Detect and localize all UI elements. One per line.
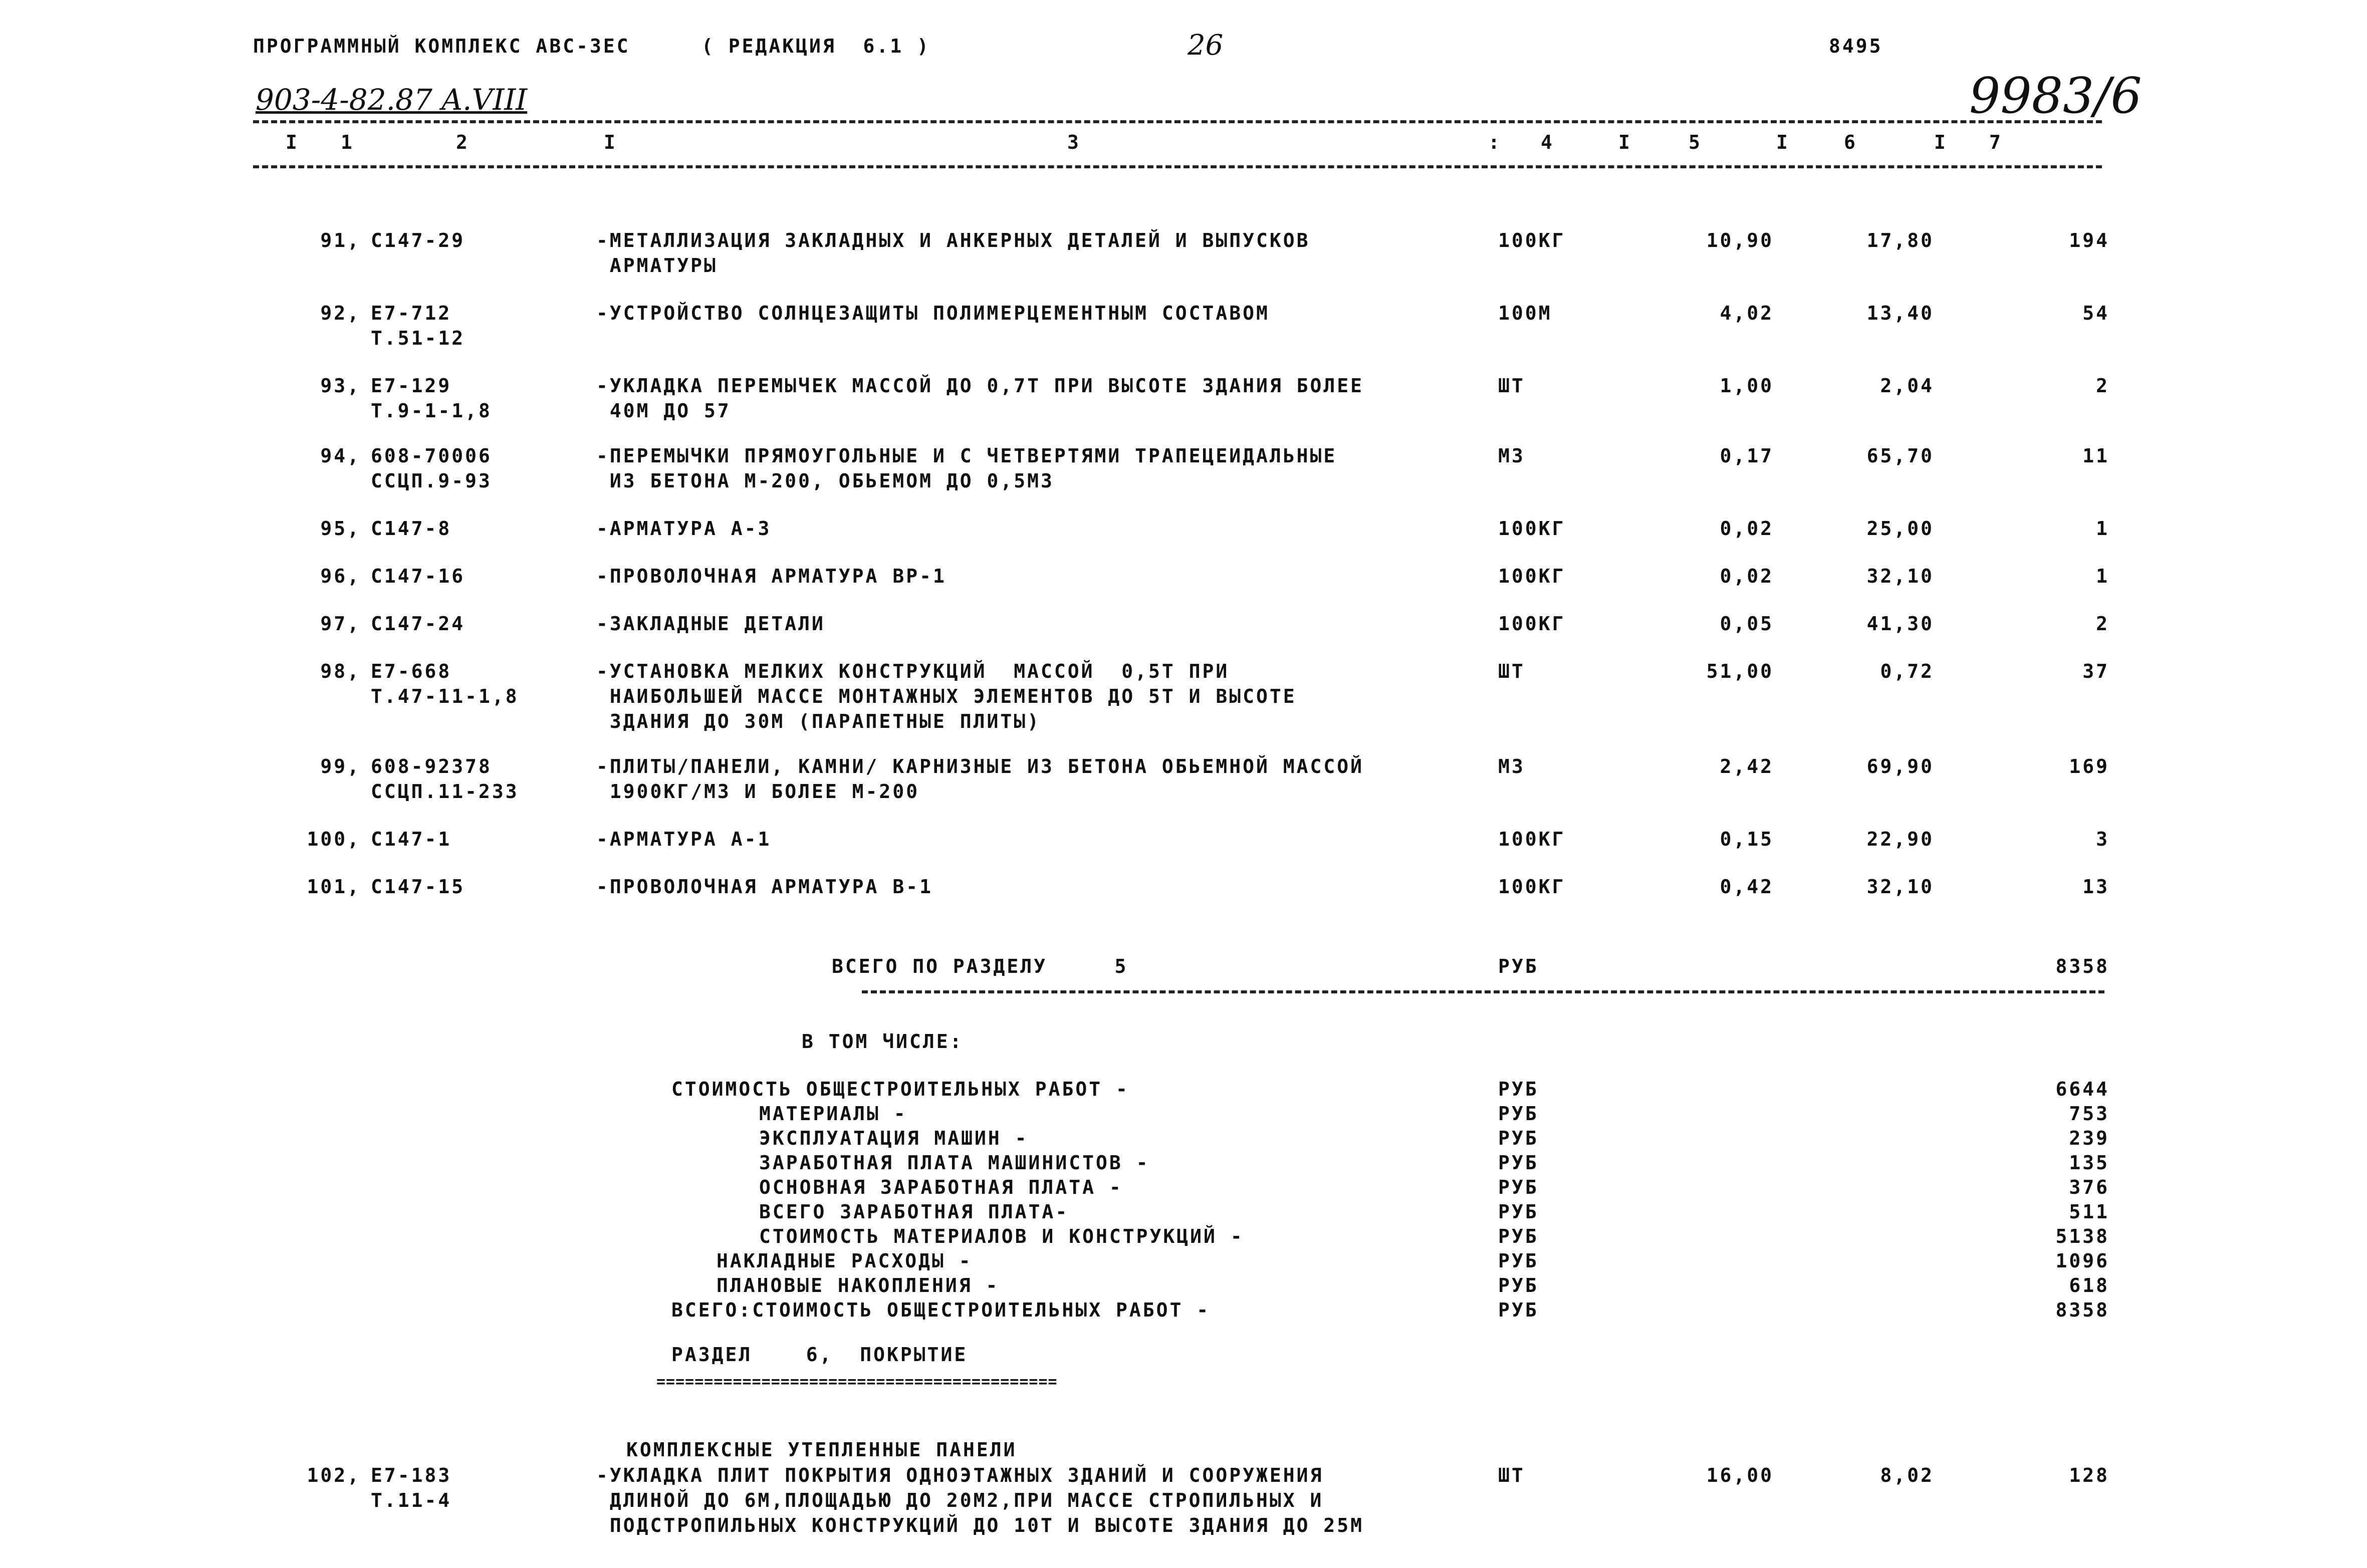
row-unit-price: 32,10 bbox=[1866, 876, 1934, 898]
row-unit: 100КГ bbox=[1498, 876, 1566, 898]
edition-label: ( РЕДАКЦИЯ 6.1 ) bbox=[701, 35, 930, 57]
breakdown-value: 376 bbox=[2069, 1176, 2109, 1198]
row-total: 169 bbox=[2069, 755, 2109, 777]
row-quantity: 0,05 bbox=[1720, 613, 1774, 635]
breakdown-value: 5138 bbox=[2055, 1225, 2109, 1247]
row-unit: ШТ bbox=[1498, 660, 1525, 682]
col-header-6: 6 bbox=[1844, 131, 1855, 153]
col-sep: I bbox=[286, 131, 297, 153]
row-description: -ПРОВОЛОЧНАЯ АРМАТУРА В-1 bbox=[596, 876, 933, 898]
row-number: 93, bbox=[320, 375, 361, 397]
row-number: 96, bbox=[320, 565, 361, 587]
col-header-3: 3 bbox=[1067, 131, 1079, 153]
row-quantity: 0,02 bbox=[1720, 517, 1774, 540]
breakdown-value: 6644 bbox=[2055, 1078, 2109, 1100]
breakdown-label: ПЛАНОВЫЕ НАКОПЛЕНИЯ - bbox=[717, 1274, 1000, 1296]
row-code: С147-29 bbox=[371, 229, 465, 251]
row-quantity: 51,00 bbox=[1706, 660, 1774, 682]
col-sep: I bbox=[1618, 131, 1630, 153]
row-unit-price: 69,90 bbox=[1866, 755, 1934, 777]
row-total: 3 bbox=[2096, 828, 2109, 850]
row-quantity: 16,00 bbox=[1706, 1464, 1774, 1486]
row-description: -ПЛИТЫ/ПАНЕЛИ, КАМНИ/ КАРНИЗНЫЕ ИЗ БЕТОНА ОБЬЕМНОЙ МАССОЙ 1900КГ/М3 И БОЛЕЕ М-200 bbox=[596, 755, 1364, 803]
breakdown-unit: РУБ bbox=[1498, 1176, 1539, 1198]
section-total-value: 8358 bbox=[2055, 955, 2109, 977]
row-description: -УКЛАДКА ПЕРЕМЫЧЕК МАССОЙ ДО 0,7Т ПРИ ВЫСОТЕ ЗДАНИЯ БОЛЕЕ 40М ДО 57 bbox=[596, 375, 1364, 422]
col-sep: I bbox=[604, 131, 615, 153]
row-code: С147-16 bbox=[371, 565, 465, 587]
row-description: -АРМАТУРА А-1 bbox=[596, 828, 772, 850]
row-unit-price: 41,30 bbox=[1866, 613, 1934, 635]
col-sep: : bbox=[1488, 131, 1500, 153]
row-code: 608-92378 ССЦП.11-233 bbox=[371, 755, 519, 803]
row-number: 101, bbox=[307, 876, 361, 898]
col-sep: I bbox=[1934, 131, 1946, 153]
subheading: КОМПЛЕКСНЫЕ УТЕПЛЕННЫЕ ПАНЕЛИ bbox=[626, 1439, 1017, 1461]
breakdown-label: ВСЕГО ЗАРАБОТНАЯ ПЛАТА- bbox=[759, 1201, 1069, 1223]
row-unit-price: 13,40 bbox=[1866, 302, 1934, 324]
breakdown-label: НАКЛАДНЫЕ РАСХОДЫ - bbox=[717, 1250, 973, 1272]
row-code: С147-24 bbox=[371, 613, 465, 635]
col-header-7: 7 bbox=[1989, 131, 2001, 153]
row-number: 95, bbox=[320, 517, 361, 540]
section6-heading: РАЗДЕЛ 6, ПОКРЫТИЕ bbox=[671, 1344, 968, 1366]
row-description: -ПРОВОЛОЧНАЯ АРМАТУРА ВР-1 bbox=[596, 565, 946, 587]
row-quantity: 10,90 bbox=[1706, 229, 1774, 251]
breakdown-label: ВСЕГО:СТОИМОСТЬ ОБЩЕСТРОИТЕЛЬНЫХ РАБОТ - bbox=[671, 1299, 1211, 1321]
breakdown-label: ЗАРАБОТНАЯ ПЛАТА МАШИНИСТОВ - bbox=[759, 1152, 1150, 1174]
row-unit: 100КГ bbox=[1498, 517, 1566, 540]
breakdown-label: ЭКСПЛУАТАЦИЯ МАШИН - bbox=[759, 1127, 1029, 1149]
col-header-4: 4 bbox=[1541, 131, 1552, 153]
breakdown-unit: РУБ bbox=[1498, 1078, 1539, 1100]
row-code: Е7-668 Т.47-11-1,8 bbox=[371, 660, 519, 707]
row-number: 98, bbox=[320, 660, 361, 682]
row-unit-price: 25,00 bbox=[1866, 517, 1934, 540]
handwritten-doc-code: 903-4-82.87 A.VIII bbox=[256, 83, 528, 117]
row-code: 608-70006 ССЦП.9-93 bbox=[371, 445, 492, 492]
breakdown-label: СТОИМОСТЬ ОБЩЕСТРОИТЕЛЬНЫХ РАБОТ - bbox=[671, 1078, 1129, 1100]
breakdown-value: 753 bbox=[2069, 1103, 2109, 1125]
breakdown-unit: РУБ bbox=[1498, 1127, 1539, 1149]
row-unit-price: 32,10 bbox=[1866, 565, 1934, 587]
row-number: 99, bbox=[320, 755, 361, 777]
col-header-2: 2 bbox=[456, 131, 467, 153]
row-total: 128 bbox=[2069, 1464, 2109, 1486]
breakdown-unit: РУБ bbox=[1498, 1225, 1539, 1247]
breakdown-unit: РУБ bbox=[1498, 1152, 1539, 1174]
row-code: Е7-183 Т.11-4 bbox=[371, 1464, 452, 1511]
row-code: Е7-129 Т.9-1-1,8 bbox=[371, 375, 492, 422]
row-quantity: 0,17 bbox=[1720, 445, 1774, 467]
including-label: В ТОМ ЧИСЛЕ: bbox=[802, 1030, 964, 1053]
row-unit: 100КГ bbox=[1498, 828, 1566, 850]
page-number: 26 bbox=[1188, 29, 1224, 62]
row-unit-price: 2,04 bbox=[1880, 375, 1934, 397]
row-unit: 100КГ bbox=[1498, 229, 1566, 251]
row-number: 97, bbox=[320, 613, 361, 635]
row-total: 194 bbox=[2069, 229, 2109, 251]
row-description: -МЕТАЛЛИЗАЦИЯ ЗАКЛАДНЫХ И АНКЕРНЫХ ДЕТАЛЕЙ И ВЫПУСКОВ АРМАТУРЫ bbox=[596, 229, 1310, 277]
row-unit: 100КГ bbox=[1498, 565, 1566, 587]
row-unit-price: 65,70 bbox=[1866, 445, 1934, 467]
row-unit: М3 bbox=[1498, 755, 1525, 777]
breakdown-value: 1096 bbox=[2055, 1250, 2109, 1272]
program-name: ПРОГРАММНЫЙ КОМПЛЕКС АВС-3ЕС bbox=[253, 35, 630, 57]
row-number: 91, bbox=[320, 229, 361, 251]
breakdown-value: 618 bbox=[2069, 1274, 2109, 1296]
row-quantity: 0,02 bbox=[1720, 565, 1774, 587]
row-code: С147-15 bbox=[371, 876, 465, 898]
row-unit-price: 22,90 bbox=[1866, 828, 1934, 850]
breakdown-unit: РУБ bbox=[1498, 1299, 1539, 1321]
row-total: 37 bbox=[2082, 660, 2109, 682]
row-description: -УКЛАДКА ПЛИТ ПОКРЫТИЯ ОДНОЭТАЖНЫХ ЗДАНИЙ И СООРУЖЕНИЯ ДЛИНОЙ ДО 6М,ПЛОЩАДЬЮ ДО 20М2,ПРИ МАССЕ СТРОПИЛЬНЫХ И ПОДСТРОПИЛЬНЫХ КОНСТРУКЦИЙ ДО 10Т И ВЫСОТЕ ЗДАНИЯ ДО 25М bbox=[596, 1464, 1364, 1536]
breakdown-value: 8358 bbox=[2055, 1299, 2109, 1321]
row-code: Е7-712 Т.51-12 bbox=[371, 302, 465, 349]
breakdown-label: СТОИМОСТЬ МАТЕРИАЛОВ И КОНСТРУКЦИЙ - bbox=[759, 1225, 1244, 1247]
row-total: 2 bbox=[2096, 375, 2109, 397]
row-quantity: 0,42 bbox=[1720, 876, 1774, 898]
column-header-row bbox=[0, 131, 2367, 156]
row-code: С147-1 bbox=[371, 828, 452, 850]
row-quantity: 1,00 bbox=[1720, 375, 1774, 397]
breakdown-unit: РУБ bbox=[1498, 1201, 1539, 1223]
row-unit: ШТ bbox=[1498, 1464, 1525, 1486]
row-unit-price: 0,72 bbox=[1880, 660, 1934, 682]
row-number: 94, bbox=[320, 445, 361, 467]
row-quantity: 4,02 bbox=[1720, 302, 1774, 324]
row-unit: М3 bbox=[1498, 445, 1525, 467]
breakdown-label: ОСНОВНАЯ ЗАРАБОТНАЯ ПЛАТА - bbox=[759, 1176, 1123, 1198]
row-description: -ЗАКЛАДНЫЕ ДЕТАЛИ bbox=[596, 613, 825, 635]
row-description: -УСТАНОВКА МЕЛКИХ КОНСТРУКЦИЙ МАССОЙ 0,5Т ПРИ НАИБОЛЬШЕЙ МАССЕ МОНТАЖНЫХ ЭЛЕМЕНТОВ ДО 5Т И ВЫСОТЕ ЗДАНИЯ ДО 30М (ПАРАПЕТНЫЕ ПЛИТЫ) bbox=[596, 660, 1297, 732]
row-number: 102, bbox=[307, 1464, 361, 1486]
row-number: 100, bbox=[307, 828, 361, 850]
col-header-1: 1 bbox=[341, 131, 352, 153]
row-quantity: 0,15 bbox=[1720, 828, 1774, 850]
breakdown-unit: РУБ bbox=[1498, 1274, 1539, 1296]
section-total-label: ВСЕГО ПО РАЗДЕЛУ 5 bbox=[832, 955, 1128, 977]
breakdown-value: 239 bbox=[2069, 1127, 2109, 1149]
row-unit: ШТ bbox=[1498, 375, 1525, 397]
row-description: -ПЕРЕМЫЧКИ ПРЯМОУГОЛЬНЫЕ И С ЧЕТВЕРТЯМИ ТРАПЕЦЕИДАЛЬНЫЕ ИЗ БЕТОНА М-200, ОБЬЕМОМ ДО 0,5М3 bbox=[596, 445, 1337, 492]
breakdown-value: 135 bbox=[2069, 1152, 2109, 1174]
col-header-5: 5 bbox=[1689, 131, 1700, 153]
row-unit: 100КГ bbox=[1498, 613, 1566, 635]
row-total: 13 bbox=[2082, 876, 2109, 898]
section6-underline: ========================================== bbox=[656, 1373, 1058, 1391]
row-code: С147-8 bbox=[371, 517, 452, 540]
row-unit-price: 8,02 bbox=[1880, 1464, 1934, 1486]
row-unit-price: 17,80 bbox=[1866, 229, 1934, 251]
row-description: -АРМАТУРА А-3 bbox=[596, 517, 772, 540]
header-top-rule bbox=[253, 120, 2102, 123]
header-bottom-rule bbox=[253, 165, 2102, 168]
row-total: 2 bbox=[2096, 613, 2109, 635]
row-number: 92, bbox=[320, 302, 361, 324]
breakdown-value: 511 bbox=[2069, 1201, 2109, 1223]
section-total-unit: РУБ bbox=[1498, 955, 1539, 977]
col-sep: I bbox=[1776, 131, 1788, 153]
row-unit: 100М bbox=[1498, 302, 1552, 324]
section-total-rule bbox=[862, 990, 2104, 993]
breakdown-label: МАТЕРИАЛЫ - bbox=[759, 1103, 907, 1125]
handwritten-stamp: 9983/6 bbox=[1969, 68, 2142, 125]
doc-number: 8495 bbox=[1829, 35, 1883, 57]
breakdown-unit: РУБ bbox=[1498, 1103, 1539, 1125]
row-total: 1 bbox=[2096, 517, 2109, 540]
row-total: 1 bbox=[2096, 565, 2109, 587]
row-total: 11 bbox=[2082, 445, 2109, 467]
row-quantity: 2,42 bbox=[1720, 755, 1774, 777]
breakdown-unit: РУБ bbox=[1498, 1250, 1539, 1272]
row-total: 54 bbox=[2082, 302, 2109, 324]
row-description: -УСТРОЙСТВО СОЛНЦЕЗАЩИТЫ ПОЛИМЕРЦЕМЕНТНЫМ СОСТАВОМ bbox=[596, 302, 1270, 324]
